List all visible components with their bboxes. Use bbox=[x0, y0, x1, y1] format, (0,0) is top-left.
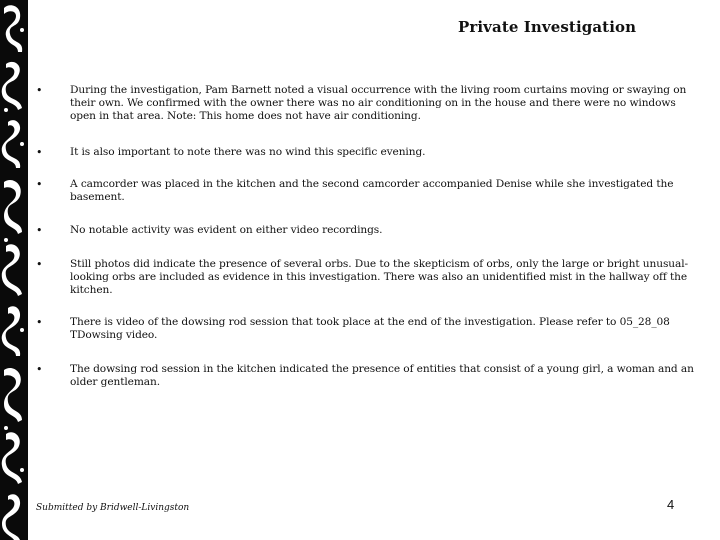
bullet-text: It is also important to note there was no wind this specific evening. bbox=[70, 146, 426, 158]
tribal-pattern-icon bbox=[0, 0, 28, 540]
bullet-icon: • bbox=[36, 258, 43, 271]
bullet-icon: • bbox=[36, 316, 43, 329]
bullet-icon: • bbox=[36, 84, 43, 97]
page-number: 4 bbox=[667, 497, 675, 512]
bullet-icon: • bbox=[36, 146, 43, 159]
bullet-item bbox=[36, 363, 704, 389]
bullet-item bbox=[36, 224, 704, 237]
footer-submitted-by: Submitted by Bridwell-Livingston bbox=[36, 503, 190, 513]
bullet-list bbox=[36, 84, 704, 389]
bullet-icon: • bbox=[36, 224, 43, 237]
bullet-item bbox=[36, 178, 704, 204]
bullet-item bbox=[36, 316, 704, 342]
bullet-text: No notable activity was evident on either video recordings. bbox=[70, 224, 383, 236]
bullet-item bbox=[36, 258, 704, 297]
slide-title: Private Investigation bbox=[458, 18, 637, 36]
bullet-text: During the investigation, Pam Barnett noted a visual occurrence with the living room curtains moving or swaying on their own. We confirmed with the owner there was no air conditioning on in the house and there were no windows open in that area. Note: This home does not have air conditioning. bbox=[70, 84, 687, 122]
bullet-text: There is video of the dowsing rod session that took place at the end of the investigation. Please refer to 05_28_08 TDowsing video. bbox=[70, 316, 670, 341]
bullet-item bbox=[36, 146, 704, 159]
bullet-icon: • bbox=[36, 363, 43, 376]
bullet-icon: • bbox=[36, 178, 43, 191]
bullet-item bbox=[36, 84, 704, 123]
bullet-text: Still photos did indicate the presence of several orbs. Due to the skepticism of orbs, only the large or bright unusual-looking orbs are included as evidence in this investigation. There was also an unidentified mist in the hallway off the kitchen. bbox=[70, 258, 688, 296]
bullet-text: A camcorder was placed in the kitchen and the second camcorder accompanied Denise while she investigated the basement. bbox=[70, 178, 674, 203]
decorative-border bbox=[0, 0, 28, 540]
bullet-text: The dowsing rod session in the kitchen indicated the presence of entities that consist of a young girl, a woman and an older gentleman. bbox=[70, 363, 694, 388]
